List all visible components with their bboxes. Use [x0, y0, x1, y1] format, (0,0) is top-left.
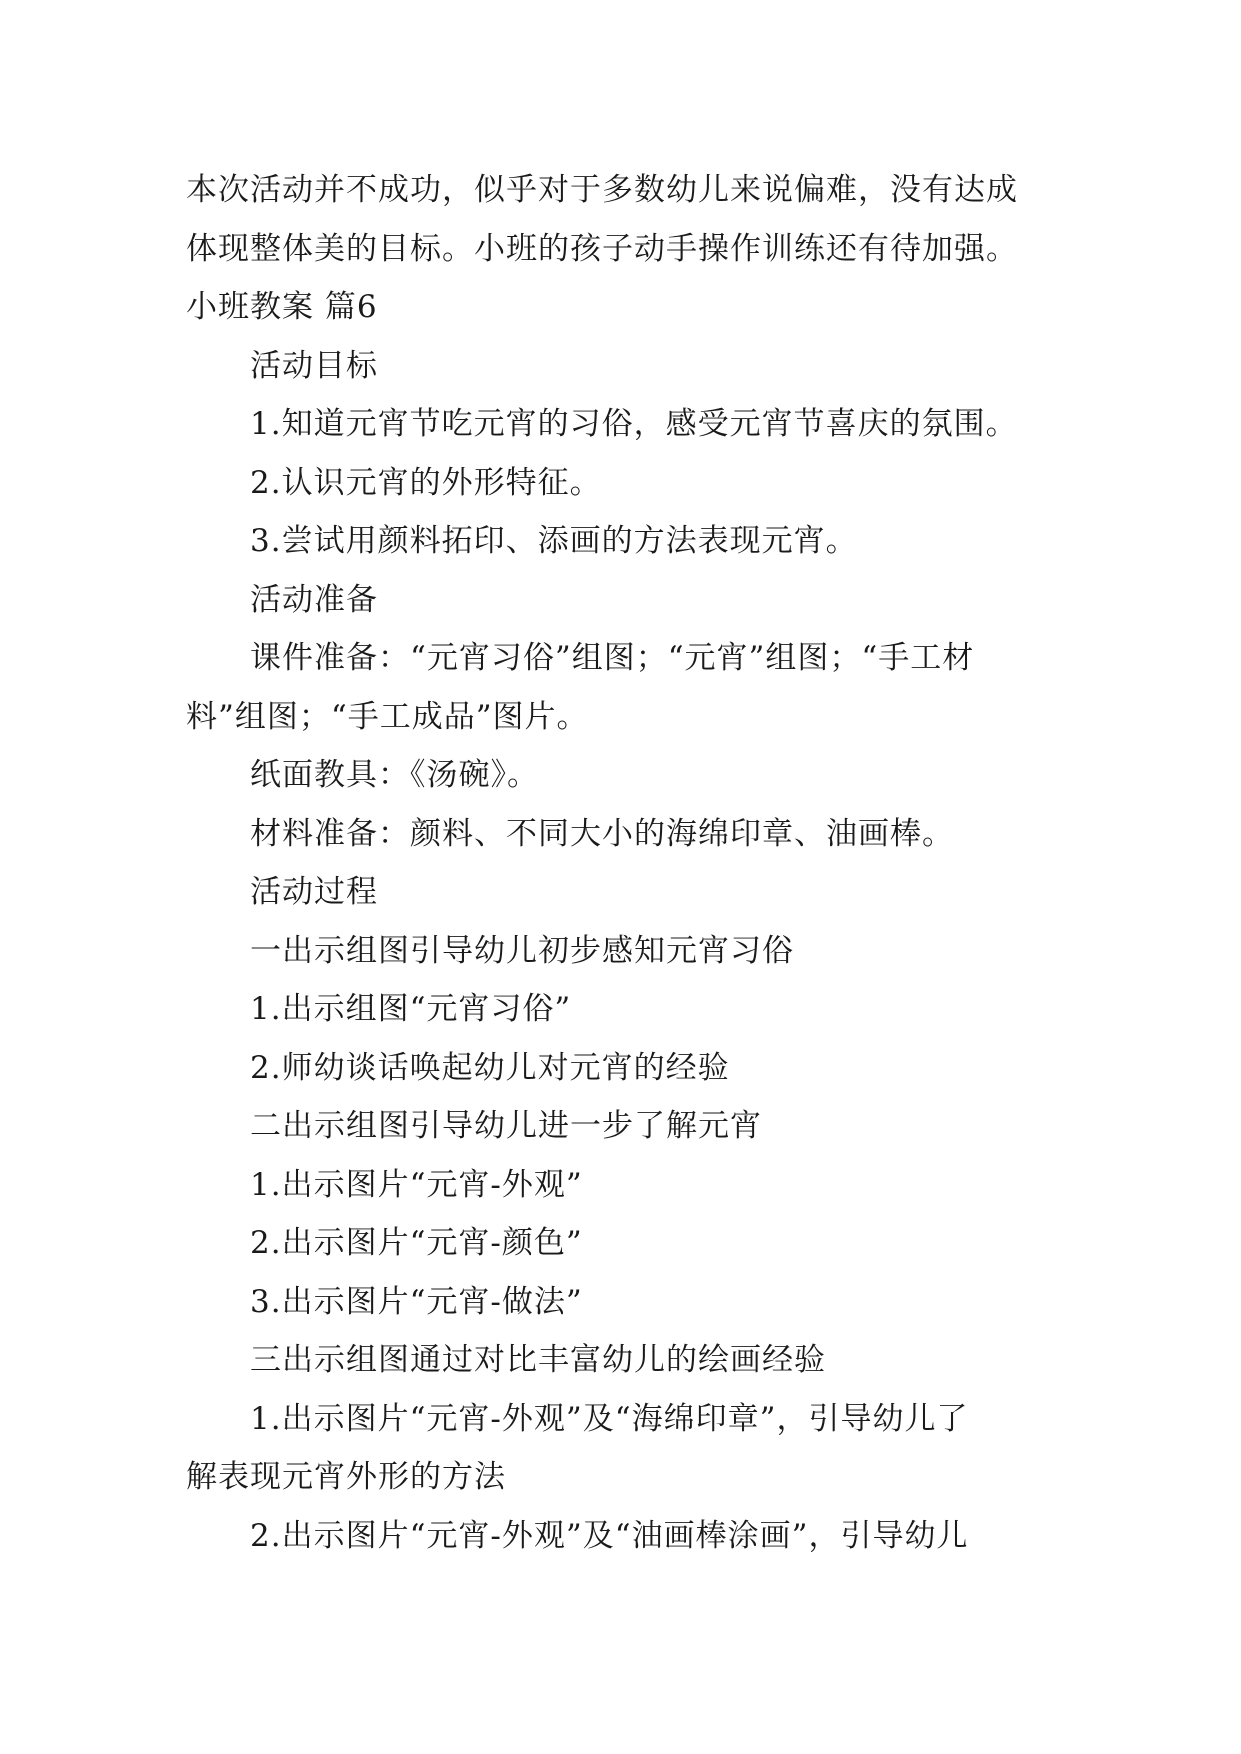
subheading-activity-preparation: 活动准备 [250, 581, 378, 618]
body-text-line: 本次活动并不成功，似乎对于多数幼儿来说偏难，没有达成 [186, 172, 1018, 208]
list-item: 2.出示图片“元宵-颜色” [250, 1225, 583, 1261]
step-heading: 一出示组图引导幼儿初步感知元宵习俗 [250, 932, 794, 969]
list-item: 3.尝试用颜料拓印、添画的方法表现元宵。 [250, 523, 858, 559]
step-heading: 三出示组图通过对比丰富幼儿的绘画经验 [250, 1342, 826, 1378]
list-item: 1.出示图片“元宵-外观”及“海绵印章”，引导幼儿了 [250, 1400, 969, 1437]
list-item: 2.认识元宵的外形特征。 [250, 464, 602, 501]
body-text-line: 课件准备：“元宵习俗”组图；“元宵”组图；“手工材 [250, 640, 975, 676]
section-heading: 小班教案 篇6 [186, 289, 378, 325]
list-item: 1.出示组图“元宵习俗” [250, 991, 572, 1027]
list-item: 2.师幼谈话唤起幼儿对元宵的经验 [250, 1049, 730, 1086]
subheading-activity-process: 活动过程 [250, 874, 378, 910]
document-body [186, 161, 1066, 1565]
step-heading: 二出示组图引导幼儿进一步了解元宵 [250, 1108, 762, 1144]
body-text-line: 纸面教具：《汤碗》。 [250, 757, 539, 793]
list-item: 1.知道元宵节吃元宵的习俗，感受元宵节喜庆的氛围。 [250, 406, 1018, 442]
body-text-line: 材料准备：颜料、不同大小的海绵印章、油画棒。 [250, 815, 954, 852]
list-item: 1.出示图片“元宵-外观” [250, 1166, 583, 1203]
body-text-line: 体现整体美的目标。小班的孩子动手操作训练还有待加强。 [186, 230, 1018, 267]
list-item: 2.出示图片“元宵-外观”及“油画棒涂画”，引导幼儿 [250, 1517, 969, 1554]
subheading-activity-goals: 活动目标 [250, 347, 378, 384]
list-item: 3.出示图片“元宵-做法” [250, 1283, 583, 1320]
body-text-line: 解表现元宵外形的方法 [186, 1459, 506, 1495]
body-text-line: 料”组图；“手工成品”图片。 [186, 698, 589, 735]
